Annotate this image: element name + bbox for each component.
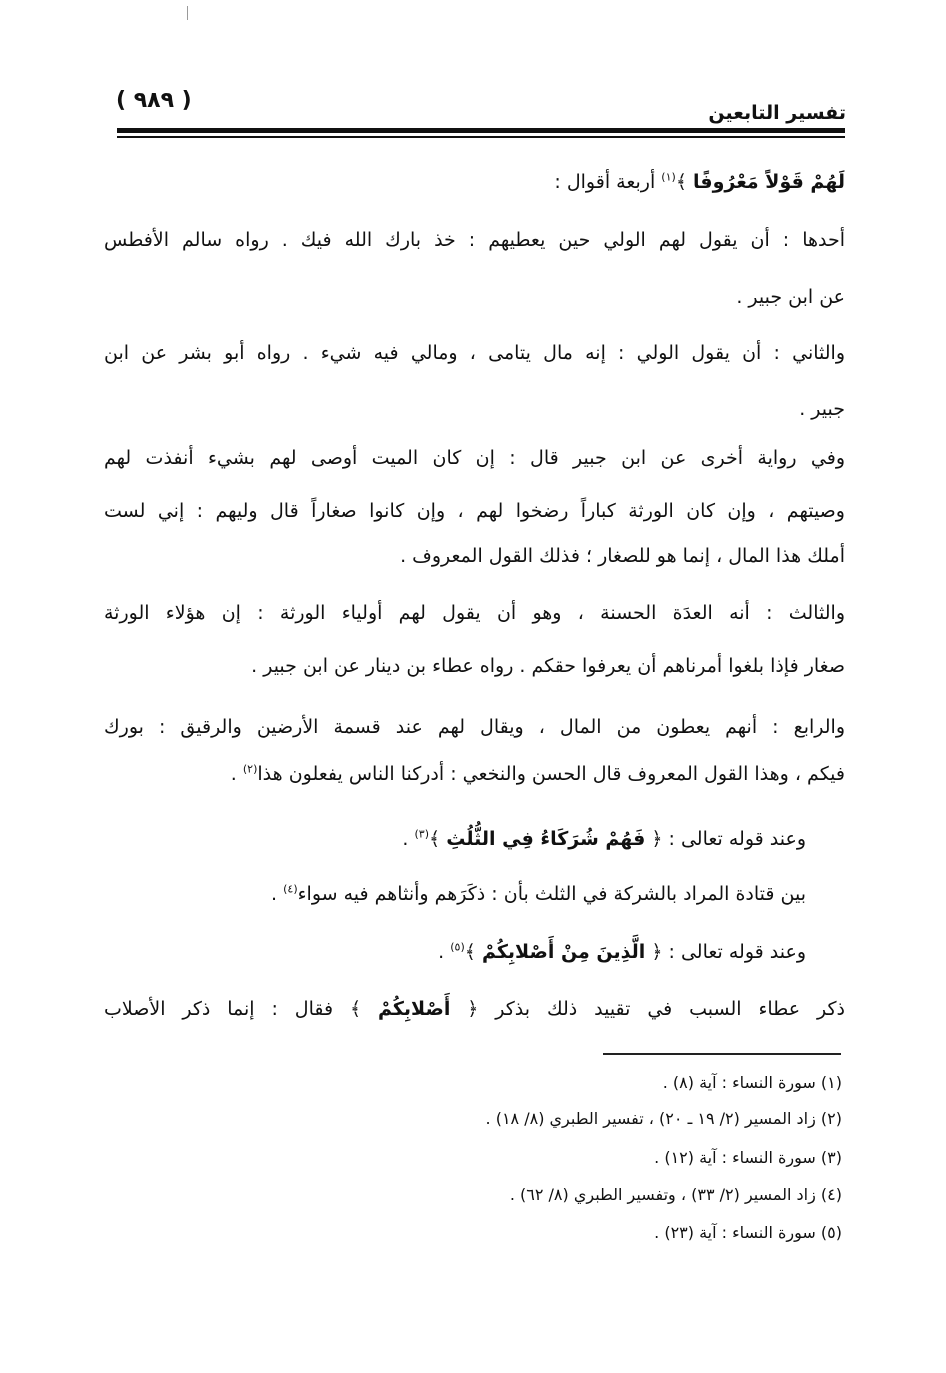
body-text: فيكم ، وهذا القول المعروف قال الحسن والنخعي : أدركنا الناس يفعلون هذا bbox=[257, 763, 845, 785]
body-line-16 bbox=[104, 995, 845, 1023]
header-rule-thin bbox=[117, 136, 845, 138]
body-line-14: بين قتادة المراد بالشركة في الثلث بأن : ذكَرَهم وأنثاهم فيه سواء$^{(٤)}$ . bbox=[271, 882, 806, 905]
body-line-15: وعند قوله تعالى : ﴿ الَّذِينَ مِنْ أَصْلابِكُمْ ﴾$^{(٥)}$ . bbox=[438, 940, 806, 963]
quran-brace-open: ﴿ bbox=[467, 998, 479, 1020]
body-line-12: فيكم ، وهذا القول المعروف قال الحسن والنخعي : أدركنا الناس يفعلون هذا$^{(٢)}$ . bbox=[230, 762, 845, 785]
body-line-13: وعند قوله تعالى : ﴿ فَهُمْ شُرَكَاءُ فِي الثُّلُثِ ﴾$^{(٣)}$ . bbox=[402, 827, 806, 850]
body-text: ذكر عطاء السبب في تقييد ذلك بذكر bbox=[495, 998, 845, 1020]
footnote-marker-3: (٣) bbox=[414, 827, 430, 841]
body-line-5: جبير . bbox=[799, 398, 845, 420]
body-line-3: عن ابن جبير . bbox=[736, 286, 845, 308]
quran-brace-open: ﴿ bbox=[651, 941, 663, 963]
body-line-10: صغار فإذا بلغوا أمرناهم أن يعرفوا حقكم . رواه عطاء بن دينار عن ابن جبير . bbox=[251, 655, 845, 677]
body-text: وعند قوله تعالى : bbox=[668, 828, 806, 850]
body-line-1 bbox=[554, 168, 845, 196]
footnote-marker-5: (٥) bbox=[450, 940, 465, 954]
quran-fragment-3: الَّذِينَ مِنْ أَصْلابِكُمْ bbox=[481, 941, 646, 963]
body-text: بين قتادة المراد بالشركة في الثلث بأن : ذكَرَهم وأنثاهم فيه سواء bbox=[297, 883, 806, 905]
page-number: ( ٩٨٩ ) bbox=[116, 88, 192, 113]
footnote-marker-1: (١) bbox=[661, 170, 676, 184]
footnote-4: (٤) زاد المسير (٢/ ٣٣) ، وتفسير الطبري (٨/ ٦٢) . bbox=[509, 1185, 842, 1204]
quran-brace-close: ﴾ bbox=[464, 941, 476, 963]
footnote-2: (٢) زاد المسير (٢/ ١٩ ـ ٢٠) ، تفسير الطبري (٨/ ١٨) . bbox=[485, 1109, 842, 1128]
body-line-6: وفي رواية أخرى عن ابن جبير قال : إن كان الميت أوصى لهم بشيء أنفذت لهم bbox=[104, 447, 845, 469]
quran-brace-close: ﴾ bbox=[429, 828, 441, 850]
quran-brace-close: ﴾ bbox=[349, 998, 362, 1020]
quran-fragment-4: أَصْلابِكُمْ bbox=[377, 998, 451, 1020]
body-line-8: أملك هذا المال ، إنما هو للصغار ؛ فذلك القول المعروف . bbox=[400, 545, 845, 567]
body-line-4: والثاني : أن يقول الولي : إنه مال يتامى ، ومالي فيه شيء . رواه أبو بشر عن ابن bbox=[104, 342, 845, 364]
body-text: أربعة أقوال : bbox=[554, 171, 656, 193]
footnote-3: (٣) سورة النساء : آية (١٢) . bbox=[654, 1148, 842, 1167]
body-text: وعند قوله تعالى : bbox=[668, 941, 806, 963]
body-line-7: وصيتهم ، وإن كان الورثة كباراً رضخوا لهم ، وإن كانوا صغاراً قال وليهم : إني لست bbox=[104, 500, 845, 522]
quran-fragment-2: فَهُمْ شُرَكَاءُ فِي الثُّلُثِ bbox=[446, 828, 646, 850]
quran-fragment-1: لَهُمْ قَوْلاً مَعْرُوفًا bbox=[693, 171, 845, 193]
quran-brace-open: ﴿ bbox=[651, 828, 663, 850]
footnote-1: (١) سورة النساء : آية (٨) . bbox=[662, 1073, 842, 1092]
footnote-marker-2: (٢) bbox=[242, 762, 258, 776]
body-line-2: أحدها : أن يقول لهم الولي حين يعطيهم : خذ بارك الله فيك . رواه سالم الأفطس bbox=[104, 229, 845, 251]
footnote-marker-4: (٤) bbox=[283, 882, 298, 896]
body-text: فقال : إنما ذكر الأصلاب bbox=[104, 998, 334, 1020]
footnote-5: (٥) سورة النساء : آية (٢٣) . bbox=[654, 1223, 842, 1242]
footnote-separator bbox=[603, 1053, 841, 1055]
top-margin-tick bbox=[187, 6, 188, 20]
header-rule-thick bbox=[117, 128, 845, 133]
quran-brace-close: ﴾ bbox=[675, 171, 687, 193]
body-line-11: والرابع : أنهم يعطون من المال ، ويقال لهم عند قسمة الأرضين والرقيق : بورك bbox=[104, 716, 845, 738]
body-line-9: والثالث : أنه العدَة الحسنة ، وهو أن يقول لهم أولياء الورثة : إن هؤلاء الورثة bbox=[104, 602, 845, 624]
running-title: تفسير التابعين bbox=[708, 102, 846, 124]
